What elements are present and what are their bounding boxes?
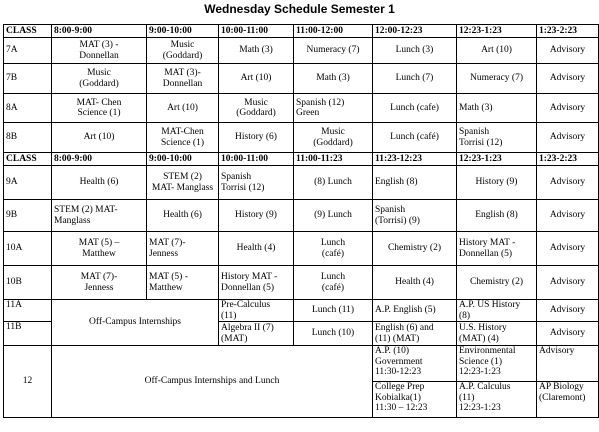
header-cell: 1:23-2:23 <box>537 25 599 38</box>
schedule-cell: Music (Goddard) <box>147 38 219 64</box>
schedule-cell: Advisory <box>537 166 599 200</box>
table-row <box>4 300 599 322</box>
schedule-cell: MAT (7)- Jenness <box>52 266 147 300</box>
class-cell: 12 <box>4 346 52 418</box>
class-cell: 9A <box>4 166 52 200</box>
schedule-cell: History MAT - Donnellan (5) <box>219 266 294 300</box>
class-cell: 10B <box>4 266 52 300</box>
schedule-cell: Art (10) <box>219 64 294 94</box>
table-row <box>4 123 599 153</box>
schedule-cell: Health (6) <box>147 200 219 232</box>
schedule-cell: Spanish Torrisi (12) <box>219 166 294 200</box>
header-cell: 11:00-11:23 <box>294 153 373 166</box>
schedule-cell: Advisory <box>537 232 599 266</box>
schedule-cell: Health (6) <box>52 166 147 200</box>
schedule-cell: Lunch (10) <box>294 322 373 346</box>
schedule-cell: Music (Goddard) <box>294 123 373 153</box>
class-cell: 11A <box>4 300 52 322</box>
header-cell: CLASS <box>4 25 52 38</box>
class-cell: 7A <box>4 38 52 64</box>
schedule-cell: MAT-Chen Science (1) <box>147 123 219 153</box>
schedule-cell: English (8) <box>373 166 457 200</box>
class-cell: 8B <box>4 123 52 153</box>
internships-lunch-cell: Off-Campus Internships and Lunch <box>52 346 373 418</box>
schedule-cell: English (6) and (11) (MAT) <box>373 322 457 346</box>
class-cell: 9B <box>4 200 52 232</box>
schedule-cell: Music (Goddard) <box>52 64 147 94</box>
header-cell: 1:23-2:23 <box>537 153 599 166</box>
schedule-cell: Pre-Calculus (11) <box>219 300 294 322</box>
table-row <box>4 64 599 94</box>
schedule-cell: Lunch (3) <box>373 38 457 64</box>
table-row <box>4 38 599 64</box>
schedule-cell: Math (3) <box>294 64 373 94</box>
schedule-cell: Advisory <box>537 322 599 346</box>
header-cell: 9:00-10:00 <box>147 153 219 166</box>
schedule-cell: Health (4) <box>373 266 457 300</box>
schedule-cell: English (8) <box>457 200 537 232</box>
header-row-2 <box>4 153 599 166</box>
schedule-cell: History (6) <box>219 123 294 153</box>
schedule-cell: Lunch (café) <box>294 232 373 266</box>
schedule-cell: Algebra II (7) (MAT) <box>219 322 294 346</box>
schedule-cell: STEM (2) MAT- Manglass <box>147 166 219 200</box>
header-cell: 12:23-1:23 <box>457 25 537 38</box>
table-row <box>4 200 599 232</box>
internships-cell: Off-Campus Internships <box>52 300 219 346</box>
schedule-cell: Lunch (café) <box>373 123 457 153</box>
schedule-cell: Spanish (12) Green <box>294 94 373 123</box>
schedule-cell: (9) Lunch <box>294 200 373 232</box>
schedule-cell: Advisory <box>537 200 599 232</box>
schedule-cell: MAT (3)- Donnellan <box>147 64 219 94</box>
table-row <box>4 166 599 200</box>
schedule-cell: Lunch (11) <box>294 300 373 322</box>
schedule-cell: Spanish (Torrisi) (9) <box>373 200 457 232</box>
schedule-cell: History MAT - Donnellan (5) <box>457 232 537 266</box>
schedule-cell: AP Biology (Claremont) <box>537 382 599 418</box>
schedule-cell: Advisory <box>537 94 599 123</box>
schedule-cell: Advisory <box>537 64 599 94</box>
header-cell: CLASS <box>4 153 52 166</box>
header-cell: 11:00-12:00 <box>294 25 373 38</box>
class-cell: 10A <box>4 232 52 266</box>
schedule-cell: STEM (2) MAT- Manglass <box>52 200 147 232</box>
schedule-cell: MAT (7)- Jenness <box>147 232 219 266</box>
table-row <box>4 94 599 123</box>
header-cell: 12:00-12:23 <box>373 25 457 38</box>
schedule-cell: Chemistry (2) <box>373 232 457 266</box>
page-title: Wednesday Schedule Semester 1 <box>204 2 395 16</box>
schedule-cell: Math (3) <box>457 94 537 123</box>
schedule-cell: Math (3) <box>219 38 294 64</box>
schedule-cell: Lunch (café) <box>294 266 373 300</box>
table-row <box>4 232 599 266</box>
schedule-cell: A.P. Calculus (11) 12:23-1:23 <box>457 382 537 418</box>
class-cell: 7B <box>4 64 52 94</box>
schedule-cell: MAT- Chen Science (1) <box>52 94 147 123</box>
header-cell: 12:23-1:23 <box>457 153 537 166</box>
schedule-cell: Advisory <box>537 300 599 322</box>
schedule-cell: Advisory <box>537 266 599 300</box>
schedule-cell: Numeracy (7) <box>457 64 537 94</box>
schedule-cell: (8) Lunch <box>294 166 373 200</box>
schedule-cell: Health (4) <box>219 232 294 266</box>
schedule-cell: Chemistry (2) <box>457 266 537 300</box>
class-cell: 8A <box>4 94 52 123</box>
schedule-table <box>3 24 599 418</box>
header-cell: 8:00-9:00 <box>52 153 147 166</box>
class-cell: 11B <box>4 322 52 346</box>
header-cell: 9:00-10:00 <box>147 25 219 38</box>
table-row <box>4 346 599 382</box>
schedule-cell: U.S. History (MAT) (4) <box>457 322 537 346</box>
schedule-cell: A.P. (10) Government 11:30-12:23 <box>373 346 457 382</box>
schedule-cell: MAT (5) – Matthew <box>52 232 147 266</box>
header-cell: 10:00-11:00 <box>219 25 294 38</box>
schedule-cell: A.P. US History (8) <box>457 300 537 322</box>
header-row-1 <box>4 25 599 38</box>
schedule-cell: Lunch (cafe) <box>373 94 457 123</box>
schedule-cell: A.P. English (5) <box>373 300 457 322</box>
schedule-cell: Advisory <box>537 346 599 382</box>
schedule-cell: Spanish Torrisi (12) <box>457 123 537 153</box>
schedule-cell: Art (10) <box>457 38 537 64</box>
header-cell: 8:00-9:00 <box>52 25 147 38</box>
schedule-cell: Advisory <box>537 123 599 153</box>
schedule-cell: Art (10) <box>52 123 147 153</box>
header-cell: 10:00-11:00 <box>219 153 294 166</box>
schedule-cell: MAT (3) - Donnellan <box>52 38 147 64</box>
schedule-cell: Art (10) <box>147 94 219 123</box>
schedule-cell: Environmental Science (1) 12:23-1:23 <box>457 346 537 382</box>
schedule-cell: Numeracy (7) <box>294 38 373 64</box>
schedule-cell: Music (Goddard) <box>219 94 294 123</box>
table-row <box>4 266 599 300</box>
schedule-cell: MAT (5) - Matthew <box>147 266 219 300</box>
schedule-cell: Lunch (7) <box>373 64 457 94</box>
header-cell: 11:23-12:23 <box>373 153 457 166</box>
schedule-cell: College Prep Kobialka(1) 11:30 – 12:23 <box>373 382 457 418</box>
schedule-cell: History (9) <box>219 200 294 232</box>
schedule-cell: Advisory <box>537 38 599 64</box>
schedule-cell: History (9) <box>457 166 537 200</box>
